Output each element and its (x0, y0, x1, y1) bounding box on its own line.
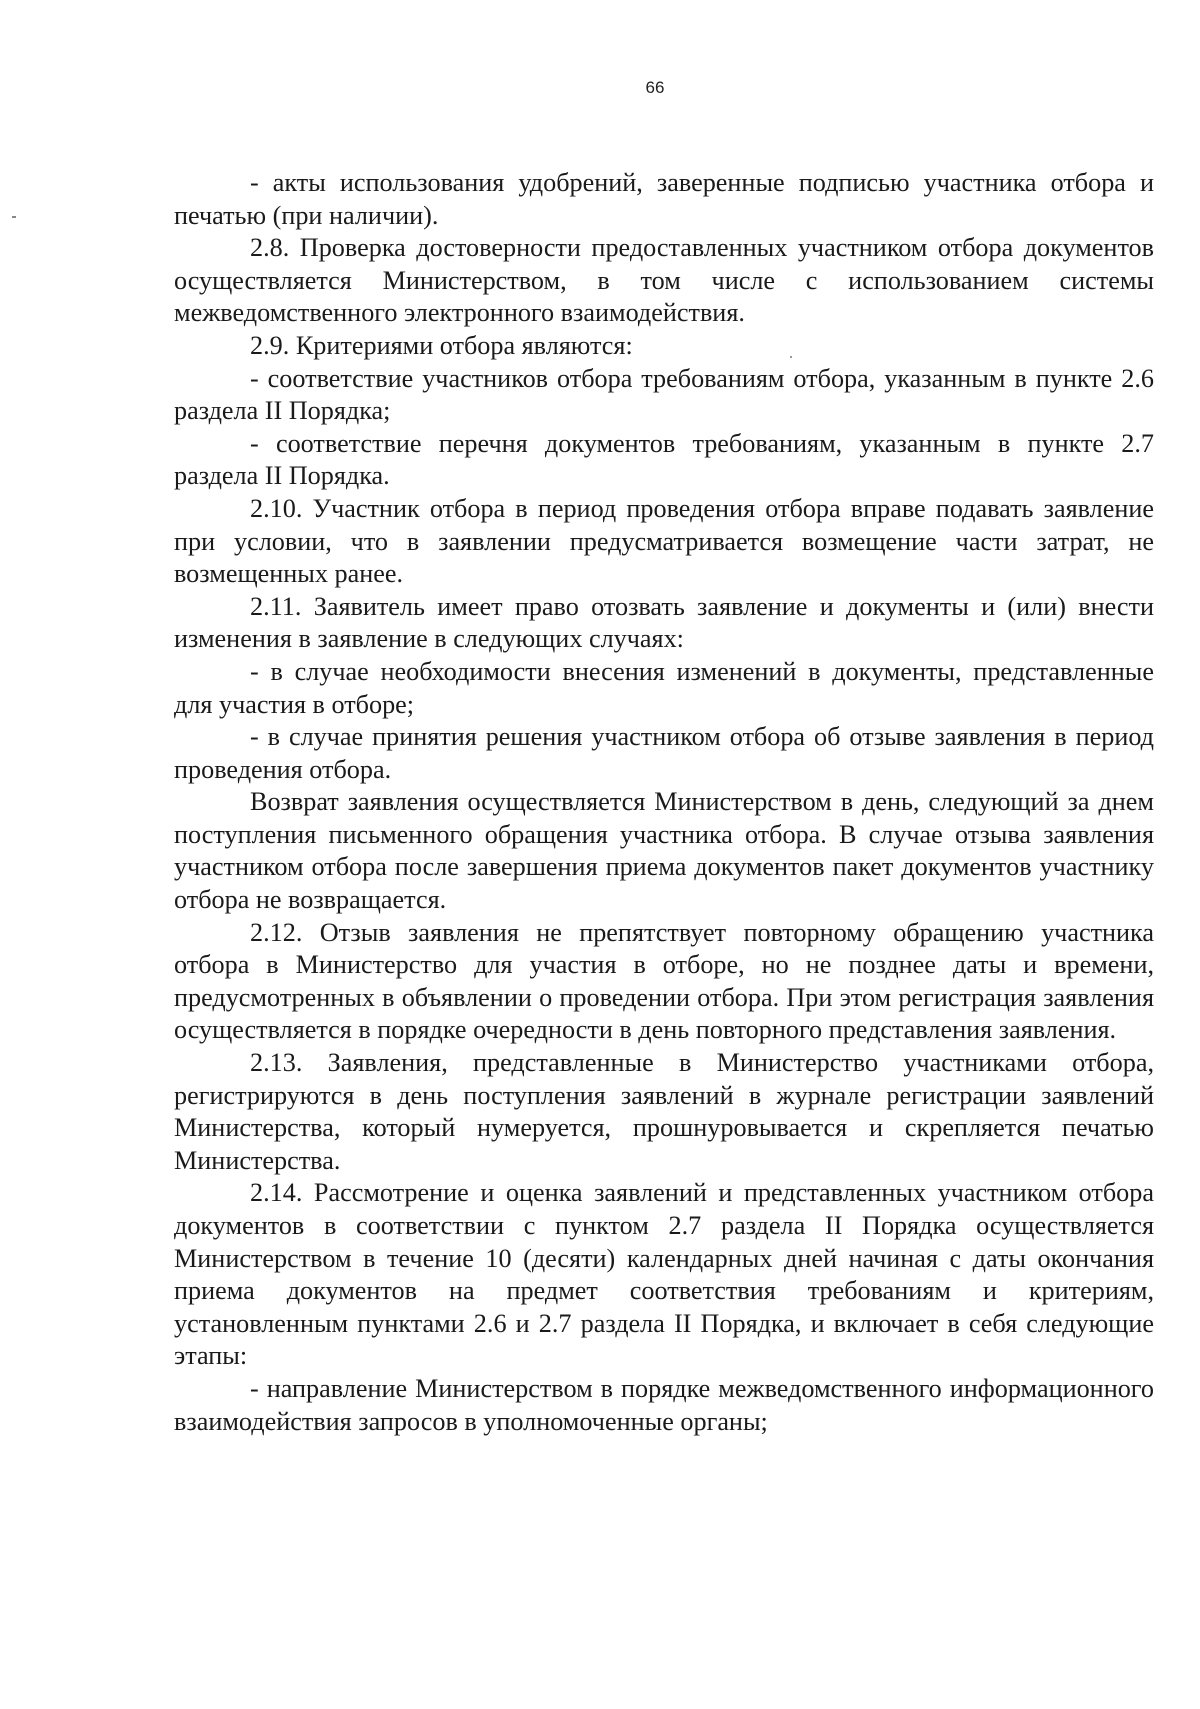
stage-item-requests: - направление Министерством в порядке межведомственного информационного взаимодействия запросов в уполномоченные органы; (174, 1373, 1154, 1436)
paragraph-2-12: 2.12. Отзыв заявления не препятствует повторному обращению участника отбора в Министерство для участия в отборе, но не позднее даты и времени, предусмотренных в объявлении о проведении отбора. При этом регистрация заявления осуществляется в порядке очередности в день повторного представления заявления. (174, 917, 1154, 1045)
paragraph-2-13: 2.13. Заявления, представленные в Министерство участниками отбора, регистрируются в день поступления заявлений в журнале регистрации заявлений Министерства, который нумеруется, прошнуровывается и скрепляется печатью Министерства. (174, 1048, 1154, 1175)
scan-artifact (12, 216, 16, 218)
paragraph-return: Возврат заявления осуществляется Министерством в день, следующий за днем поступления письменного обращения участника отбора. В случае отзыва заявления участником отбора после завершения приема документов пакет документов участнику отбора не возвращается. (174, 787, 1154, 915)
paragraph-2-14: 2.14. Рассмотрение и оценка заявлений и представленных участником отбора документов в соответствии с пунктом 2.7 раздела II Порядка осуществляется Министерством в течение 10 (десяти) календарных дней начиная с даты окончания приема документов на предмет соответствия требованиям и критериям, установленным пунктами 2.6 и 2.7 раздела II Порядка, и включает в себя следующие этапы: (174, 1178, 1154, 1371)
document-body (174, 167, 1154, 1438)
paragraph-2-11: 2.11. Заявитель имеет право отозвать заявление и документы и (или) внести изменения в заявление в следующих случаях: (174, 591, 1154, 654)
paragraph-2-9: 2.9. Критериями отбора являются: (250, 330, 633, 360)
paragraph-2-8: 2.8. Проверка достоверности предоставленных участником отбора документов осуществляется Министерством, в том числе с использованием системы межведомственного электронного взаимодействия. (174, 233, 1154, 328)
case-item-withdrawal: - в случае принятия решения участником отбора об отзыве заявления в период проведения отбора. (174, 722, 1154, 784)
case-item-changes: - в случае необходимости внесения изменений в документы, представленные для участия в отборе; (174, 656, 1154, 719)
paragraph-fertilizer-acts: - акты использования удобрений, заверенные подписью участника отбора и печатью (при наличии). (174, 168, 1154, 230)
criteria-item-participants: - соответствие участников отбора требованиям отбора, указанным в пункте 2.6 раздела II Порядка; (174, 363, 1154, 426)
criteria-item-documents: - соответствие перечня документов требованиям, указанным в пункте 2.7 раздела II Порядка. (174, 428, 1154, 491)
paragraph-2-10: 2.10. Участник отбора в период проведения отбора вправе подавать заявление при условии, что в заявлении предусматривается возмещение части затрат, не возмещенных ранее. (174, 493, 1154, 589)
page-number: 66 (645, 78, 665, 97)
